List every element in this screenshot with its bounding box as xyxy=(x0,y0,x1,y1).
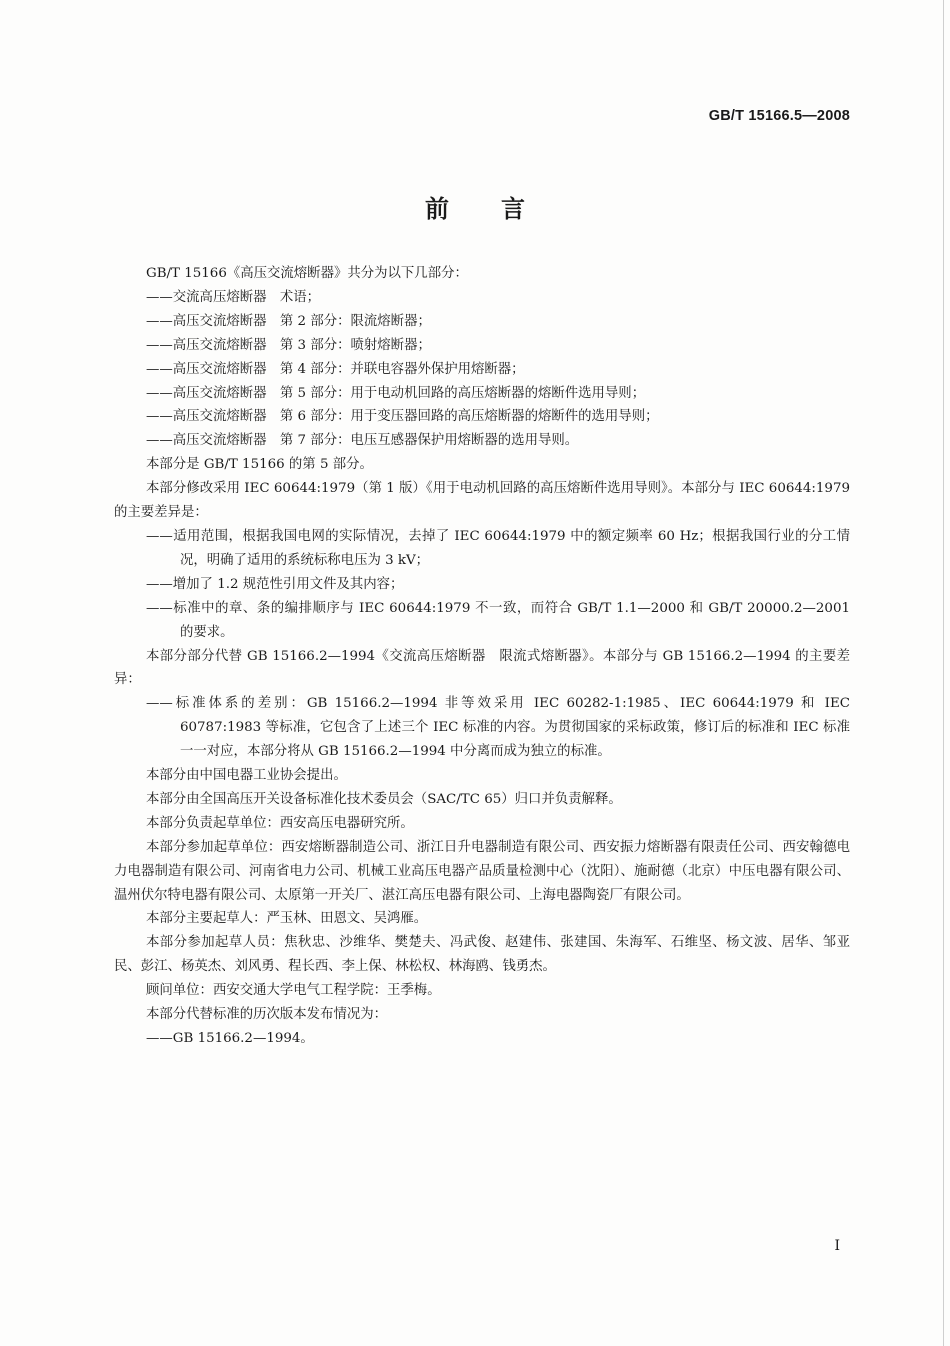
paragraph: 本部分由中国电器工业协会提出。 xyxy=(146,768,347,784)
paragraph: 本部分负责起草单位：西安高压电器研究所。 xyxy=(146,815,414,831)
page-number: I xyxy=(834,1238,840,1254)
list-item: ——高压交流熔断器 第 2 部分：限流熔断器； xyxy=(146,313,431,329)
page-title: 前言 xyxy=(425,195,577,223)
paragraph: 本部分代替标准的历次版本发布情况为： xyxy=(146,1007,388,1023)
document-body xyxy=(114,262,850,1051)
list-item: ——增加了 1.2 规范性引用文件及其内容； xyxy=(146,576,404,592)
list-item: ——GB 15166.2—1994。 xyxy=(146,1031,314,1046)
list-item: ——高压交流熔断器 第 4 部分：并联电容器外保护用熔断器； xyxy=(146,361,525,377)
standard-code: GB/T 15166.5—2008 xyxy=(708,108,850,124)
list-item: ——适用范围，根据我国电网的实际情况，去掉了 IEC 60644:1979 中的额定频率 60 Hz；根据我国行业的分工情况，明确了适用的系统标称电压为 3 kV； xyxy=(146,528,850,568)
list-item: ——高压交流熔断器 第 6 部分：用于变压器回路的高压熔断器的熔断件的选用导则； xyxy=(146,409,659,425)
paragraph: 本部分主要起草人：严玉林、田恩文、吴鸿雁。 xyxy=(146,911,428,927)
paragraph: 本部分参加起草单位：西安熔断器制造公司、浙江日升电器制造有限公司、西安振力熔断器有限责任公司、西安翰德电力电器制造有限公司、河南省电力公司、机械工业高压电器产品质量检测中心（沈阳）、施耐德（北京）中压电器有限公司、温州伏尔特电器有限公司、太原第一开关厂、湛江高压电器有限公司、上海电器陶瓷厂有限公司。 xyxy=(114,839,850,903)
list-item: ——标准体系的差别：GB 15166.2—1994 非等效采用 IEC 60282-1:1985、IEC 60644:1979 和 IEC 60787:1983 等标准，它包含了上述三个 IEC 标准的内容。为贯彻国家的采标政策，修订后的标准和 IEC 标准一一对应，本部分将从 GB 15166.2—1994 中分离而成为独立的标准。 xyxy=(146,696,850,760)
list-item: ——高压交流熔断器 第 3 部分：喷射熔断器； xyxy=(146,337,431,353)
paragraph: 顾问单位：西安交通大学电气工程学院：王季梅。 xyxy=(146,983,441,999)
paragraph: 本部分参加起草人员：焦秋忠、沙维华、樊楚夫、冯武俊、赵建伟、张建国、朱海军、石维坚、杨文波、居华、邹亚民、彭江、杨英杰、刘风勇、程长西、李上保、林松权、林海鸥、钱勇杰。 xyxy=(114,935,850,975)
list-item: ——标准中的章、条的编排顺序与 IEC 60644:1979 不一致，而符合 GB/T 1.1—2000 和 GB/T 20000.2—2001 的要求。 xyxy=(146,600,850,640)
list-item: ——高压交流熔断器 第 5 部分：用于电动机回路的高压熔断器的熔断件选用导则； xyxy=(146,385,646,401)
paragraph: 本部分部分代替 GB 15166.2—1994《交流高压熔断器 限流式熔断器》。本部分与 GB 15166.2—1994 的主要差异： xyxy=(114,648,850,688)
paragraph: 本部分由全国高压开关设备标准化技术委员会（SAC/TC 65）归口并负责解释。 xyxy=(146,791,622,807)
paragraph: 本部分是 GB/T 15166 的第 5 部分。 xyxy=(146,457,373,473)
list-item: ——高压交流熔断器 第 7 部分：电压互感器保护用熔断器的选用导则。 xyxy=(146,433,579,449)
list-item: ——交流高压熔断器 术语； xyxy=(146,289,321,305)
paragraph: GB/T 15166《高压交流熔断器》共分为以下几部分： xyxy=(146,266,468,281)
paragraph: 本部分修改采用 IEC 60644:1979（第 1 版）《用于电动机回路的高压熔断件选用导则》。本部分与 IEC 60644:1979 的主要差异是： xyxy=(114,481,850,521)
